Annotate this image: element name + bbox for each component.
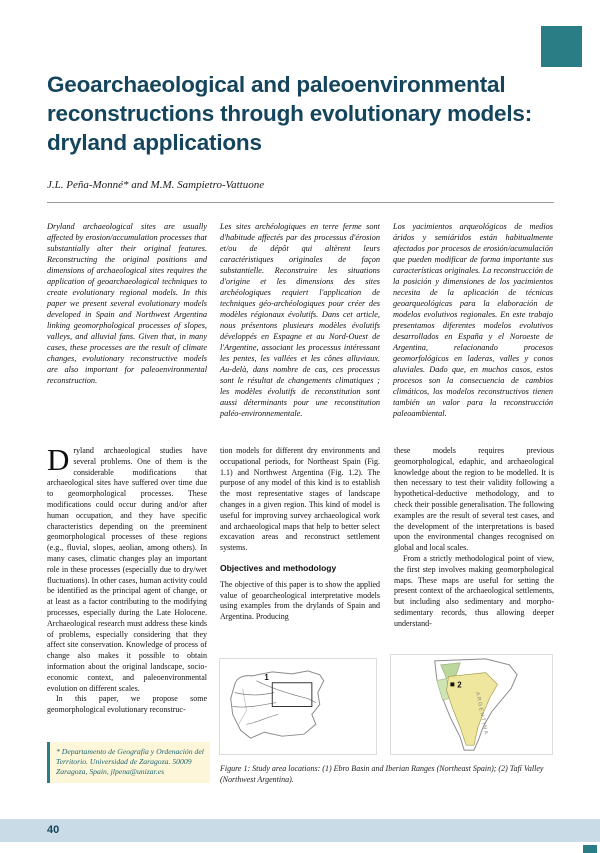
body-column-2: [220, 446, 380, 652]
abstract-section: [47, 221, 554, 419]
paragraph: In this paper, we propose some geomorphological evolutionary reconstruc-: [47, 694, 207, 715]
figure-caption: Figure 1: Study area locations: (1) Ebro Basin and Iberian Ranges (Northeast Spain); (2) Tafí Valley (Northwest Argentina).: [220, 764, 544, 784]
footnote-text: * Departamento de Geografía y Ordenación del Territorio. Universidad de Zaragoza. 50009 Zaragoza, Spain, jlpena@unizar.es: [56, 747, 204, 776]
tajo-river: [233, 703, 277, 707]
paragraph-text: ryland archaeological studies have several problems. One of them is the considerable modifications that archaeological sites have suffered over time due to geomorphological processes. These modifications could occur during and/or after human occupation, and they have specific characteristics depending on the preeminent geomorphological processes of these regions (e.g., fluvial, slopes, aeolian, among others). In many cases, climatic changes play an important role in these processes (especially due to dry/wet fluctuations). In other cases, human activity could be identified as the principal agent of change, or at least as a factor contributing to the modifying processes, especially during the Late Holocene. Archaeological research must address these kinds of problems, especially considering that they affect site conservation. Knowledge of process of change also makes it possible to obtain information about the original landscape, socio-economic context, and paleoenvironmental evolution on different scales.: [47, 446, 207, 693]
abstract-french: Les sites archéologiques en terre ferme sont d'habitude affectés par des processus d'érosion et/ou de dépôt qui altèrent leurs caractéristiques originales de façon substantielle. Reconstruire les situations d'origine et les dimensions des sites archéologiques requiert l'application de techniques géo-archéologiques pour créer des modèles régionaux évolutifs. Dans cet article, nous présentons plusieurs modèles évolutifs développés en Espagne et au Nord-Ouest de l'Argentine, associant les processus intéressant les pentes, les vallées et les cônes alluviaux. Au-delà, dans nombre de cas, ces processus sont le résultat de changements climatiques ; les modèles évolutifs de reconstitution sont aussi déterminants pour une reconstitution paléo-environnementale.: [220, 222, 380, 418]
abstract-spanish: Los yacimientos arqueológicos de medios áridos y semiáridos están habitualmente afectados por procesos de erosión/acumulación que pueden modificar de forma importante sus características originales. La reconstrucción de la posición y dimensiones de los yacimientos necesita de la aplicación de técnicas geoarqueológicas para la elaboración de modelos evolutivos regionales. En este trabajo presentamos diferentes modelos evolutivos desarrollados en España y el Noroeste de Argentina, relacionando procesos geomorfológicos en laderas, valles y conos aluviales. Dado que, en muchos casos, estos procesos son la consecuencia de cambios climáticos, los modelos reconstructivos tienen también un valor para la reconstrucción paleoambiental.: [393, 222, 553, 418]
duero-river: [235, 693, 275, 695]
paragraph: The objective of this paper is to show the applied value of geoarcheological interpretative models using examples from the drylands of Spain and Argentina. Producing: [220, 579, 380, 622]
study-site-marker: [450, 682, 454, 686]
footer-accent-square: [583, 845, 597, 853]
corner-accent-square: [541, 26, 582, 67]
abstract-english: Dryland archaeological sites are usually affected by erosion/accumulation processes that substantially alter their original features. Reconstructing the original positions and dimensions of archaeological sites requires the application of geoarchaeological techniques to create evolutionary regional models. In this paper we present several evolutionary models developed in Spain and Northwest Argentina linking geomorphological processes of slopes, valleys, and alluvial fans. Given that, in many cases, these processes are the result of climate changes, evolutionary reconstructive models are also important for paleoenvironmental reconstruction.: [47, 222, 207, 385]
iberia-outline: [231, 671, 324, 738]
article-title: Geoarchaeological and paleoenvironmental reconstructions through evolutionary models: dryland applications: [47, 72, 533, 155]
paragraph: tion models for different dry environments and occupational periods, for Northeast Spain (Fig. 1.1) and Northwest Argentina (Fig. 1.2). The purpose of any model of this kind is to establish the most representative stages of landscape changes in a given region. This kind of model is useful for improving survey archaeological work and archaeological maps that help to better select excavation areas and reconstruct settlement systems.: [220, 446, 380, 553]
section-heading: Objectives and methodology: [220, 562, 337, 573]
paragraph: these models requires previous geomorphological, edaphic, and archaeological knowledge about the region to be modelled. It is then necessary to test their validity following a hypothetical-deductive methodology, and to check their possible generalisation. The following examples are the result of several test cases, and the development of the interpretations is based upon the environmental changes recognised on global and local scales.: [394, 446, 554, 553]
map-northeast-spain: [219, 658, 377, 755]
guadalquivir-river: [247, 714, 279, 724]
body-column-1: [47, 442, 207, 742]
page-number: 40: [47, 824, 60, 836]
body-column-3: [394, 446, 554, 652]
header-divider: [47, 202, 554, 203]
drop-cap: D: [47, 442, 70, 477]
map-northwest-argentina: [390, 654, 553, 755]
argentina-label: ARGENTINA: [473, 691, 490, 737]
ebro-river: [256, 681, 315, 703]
map2-marker-label: 2: [457, 680, 462, 690]
map1-marker-label: 1: [264, 672, 269, 682]
article-authors: J.L. Peña-Monné* and M.M. Sampietro-Vattuone: [47, 179, 265, 191]
footer-band: [0, 819, 600, 842]
paragraph: [47, 442, 207, 694]
footnote-box: [47, 742, 210, 783]
paragraph: From a strictly methodological point of view, the first step involves making geomorphological maps. These maps are useful for setting the present context of the archaeological settlements, but including also sedimentary and morpho-sedimentary records, thus allowing deeper understand-: [394, 553, 554, 628]
